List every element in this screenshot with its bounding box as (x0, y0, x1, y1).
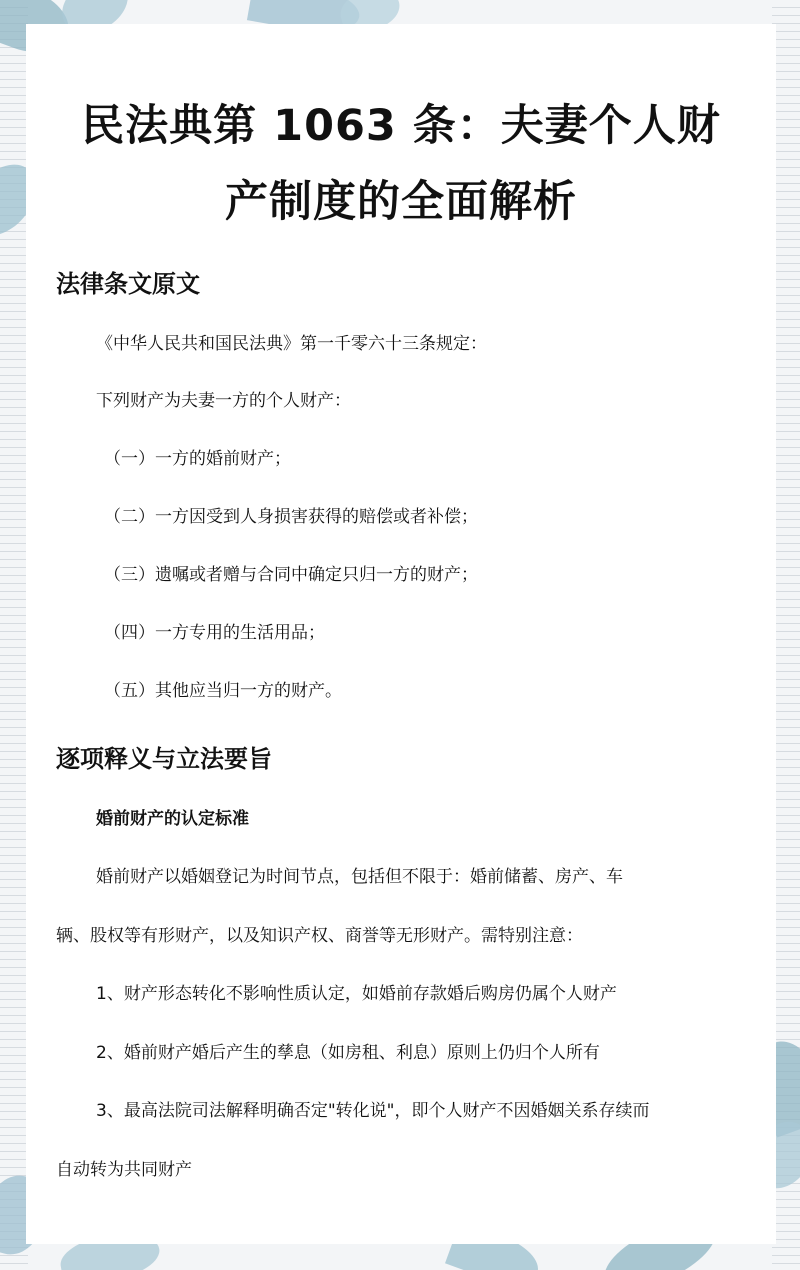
point-item: 3、最高法院司法解释明确否定"转化说"，即个人财产不因婚姻关系存续而 (96, 1101, 650, 1121)
paragraph-line: 辆、股权等有形财产，以及知识产权、商誉等无形财产。需特别注意： (56, 926, 583, 946)
point-item: 1、财产形态转化不影响性质认定，如婚前存款婚后购房仍属个人财产 (96, 984, 617, 1004)
section-heading-legal-text: 法律条文原文 (56, 270, 200, 298)
statute-item: （一）一方的婚前财产； (104, 449, 291, 469)
page-title: 民法典第 1063 条：夫妻个人财产制度的全面解析 (81, 101, 721, 227)
statute-item: （五）其他应当归一方的财产。 (104, 681, 342, 701)
paragraph-line: 婚前财产以婚姻登记为时间节点，包括但不限于：婚前储蓄、房产、车 (96, 867, 623, 887)
statute-item: （四）一方专用的生活用品； (104, 623, 325, 643)
section-heading-interpretation: 逐项释义与立法要旨 (56, 745, 272, 773)
point-item: 2、婚前财产婚后产生的孳息（如房租、利息）原则上仍归个人所有 (96, 1043, 600, 1063)
statute-item: （三）遗嘱或者赠与合同中确定只归一方的财产； (104, 565, 478, 585)
statute-lead: 下列财产为夫妻一方的个人财产： (96, 391, 351, 411)
statute-item: （二）一方因受到人身损害获得的赔偿或者补偿； (104, 507, 478, 527)
statute-intro: 《中华人民共和国民法典》第一千零六十三条规定： (96, 334, 487, 354)
point-item-continuation: 自动转为共同财产 (56, 1160, 192, 1180)
subsection-heading: 婚前财产的认定标准 (96, 809, 249, 829)
document-page (26, 24, 776, 1244)
